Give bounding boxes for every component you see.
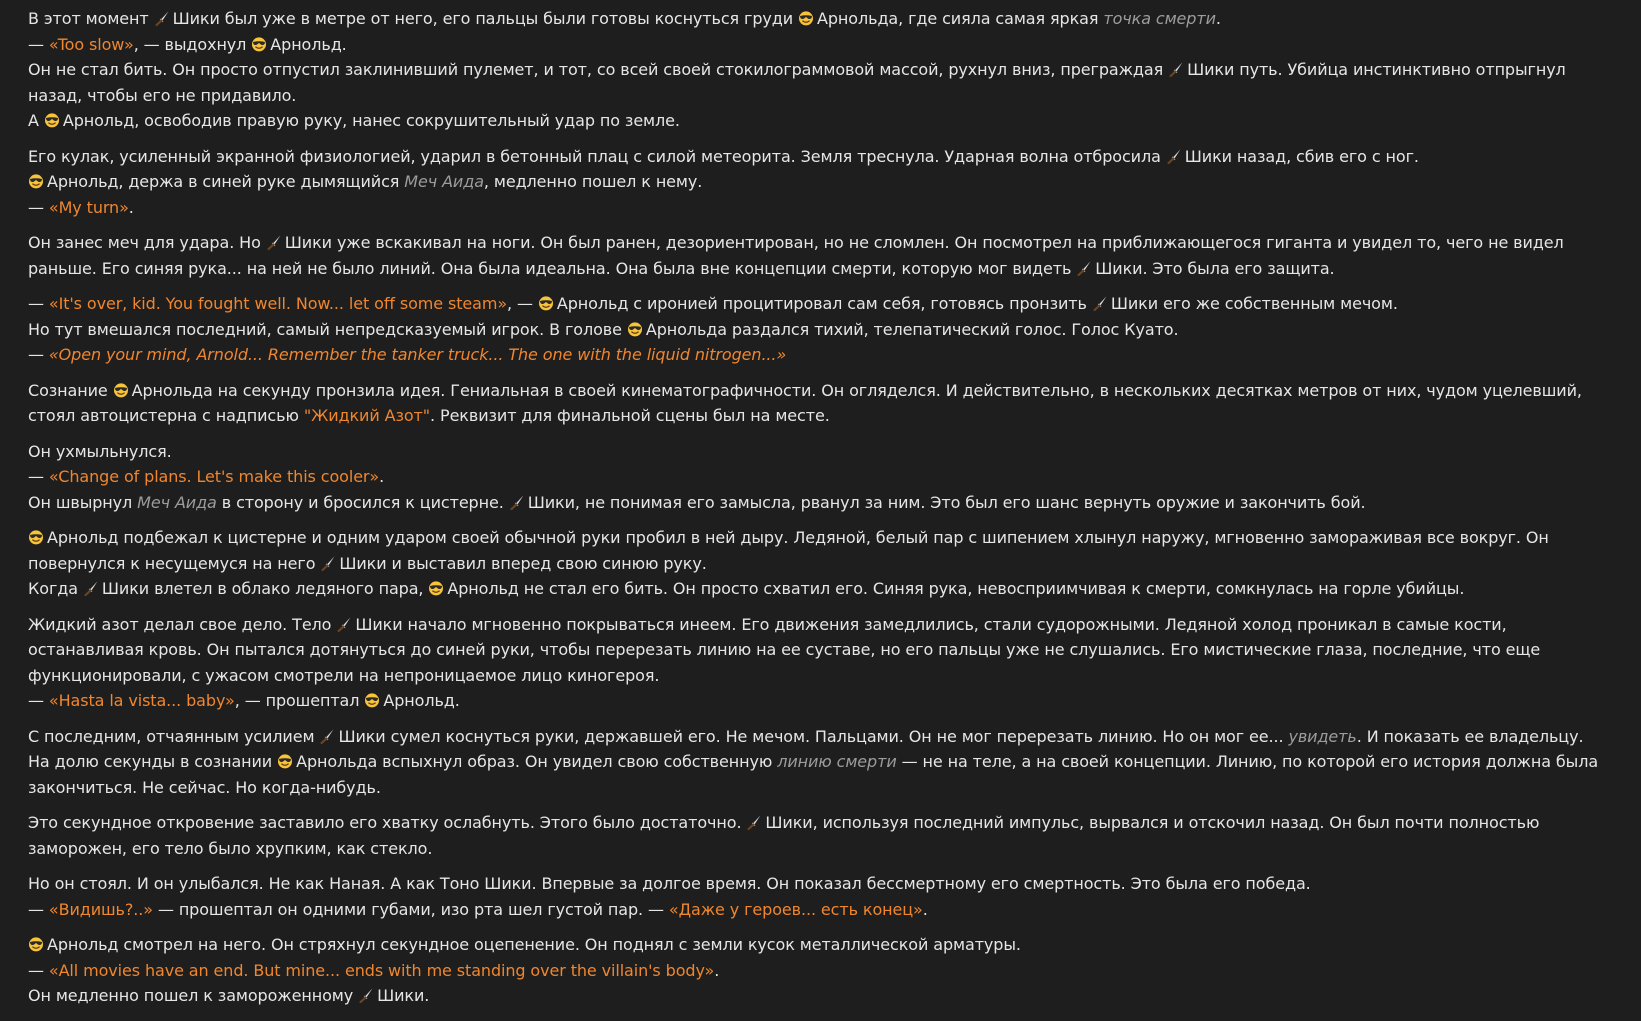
narration-text: Арнольд не стал его бить. Он просто схватил его. Синяя рука, невосприимчивая к смерти, сомкнулась на горле убийцы.	[447, 579, 1465, 598]
text-line	[28, 169, 1621, 195]
narration-text: . Реквизит для финальной сцены был на месте.	[430, 406, 830, 425]
narration-text: Он не стал бить. Он просто отпустил заклинивший пулемет, и тот, со всей своей стокилограммовой массой, рухнул вниз, преграждая	[28, 60, 1169, 79]
narration-text: Но он стоял. И он улыбался. Не как Наная. А как Тоно Шики. Впервые за долгое время. Он показал бессмертному его смертность. Это была его победа.	[28, 874, 1311, 893]
smiling-face-with-sunglasses-icon	[28, 936, 44, 952]
text-line	[28, 108, 1621, 134]
narration-text: Шики путь. Убийца инстинктивно отпрыгнул назад, чтобы его не придавило.	[28, 60, 1566, 105]
paragraph	[28, 230, 1621, 281]
paragraph	[28, 932, 1621, 1009]
narration-text: .	[128, 197, 134, 217]
text-line	[28, 810, 1621, 861]
paragraph	[28, 724, 1621, 801]
text-line	[28, 724, 1621, 750]
narration-text: В этот момент	[28, 9, 154, 28]
narration-text: Шики, используя последний импульс, вырвался и отскочил назад. Он был почти полностью заморожен, его тело было хрупким, как стекло.	[28, 813, 1540, 858]
text-line	[28, 688, 1621, 714]
narration-text: в сторону и бросился к цистерне.	[216, 492, 509, 512]
narration-text: Арнольда вспыхнул образ. Он увидел свою собственную	[296, 752, 778, 771]
narration-text: Шики.	[377, 986, 430, 1005]
narration-text: А	[28, 111, 44, 130]
text-line	[28, 317, 1621, 343]
quote-english: «All movies have an end. But mine... ends with me standing over the villain's body»	[48, 960, 715, 980]
narration-text: , медленно пошел к нему.	[483, 172, 703, 191]
narration-text: Шики, не понимая его замысла, рванул за ним. Это был его шанс вернуть оружие и закончить бой.	[527, 492, 1366, 512]
narration-text: Шики. Это была его защита.	[1095, 258, 1335, 278]
narration-text: — не на теле, а на своей концепции. Линию, по которой его история должна была закончиться. Не сейчас. Но когда-нибудь.	[28, 752, 1599, 797]
smiling-face-with-sunglasses-icon	[538, 295, 554, 311]
quote-english: «Видишь?..»	[48, 899, 153, 919]
narration-text: Арнольд с иронией процитировал сам себя, готовясь пронзить	[556, 294, 1092, 313]
quote-english: «Даже у героев... есть конец»	[668, 899, 923, 919]
narration-text: Шики уже вскакивал на ноги. Он был ранен, дезориентирован, но не сломлен. Он посмотрел на приближающегося гиганта и увидел то, чего не видел раньше. Его синяя рука... на ней не было линий. Она была идеальна. Она была вне концепции смерти, которую мог видеть	[28, 233, 1564, 278]
narration-text: Жидкий азот делал свое дело. Тело	[28, 614, 337, 634]
paragraph	[28, 439, 1621, 516]
text-line	[28, 525, 1621, 576]
quote-english: «Too slow»	[48, 34, 134, 54]
text-line	[28, 144, 1621, 170]
text-line	[28, 195, 1621, 221]
knife-icon	[746, 814, 762, 830]
narration-text: Шики влетел в облако ледяного пара,	[101, 579, 429, 598]
narration-text: —	[28, 345, 49, 364]
narration-text: , — прошептал	[234, 691, 365, 710]
knife-icon	[1076, 260, 1092, 276]
narration-text: —	[28, 467, 49, 486]
paragraph	[28, 378, 1621, 429]
narration-text: Он ухмыльнулся.	[28, 441, 172, 461]
narration-text: Когда	[28, 579, 83, 598]
text-line	[28, 291, 1621, 317]
narration-text: Арнольд.	[383, 691, 460, 710]
smiling-face-with-sunglasses-icon	[44, 112, 60, 128]
text-line	[28, 490, 1621, 516]
paragraph	[28, 810, 1621, 861]
narration-text: —	[28, 197, 49, 217]
knife-icon	[336, 616, 352, 632]
paragraph	[28, 525, 1621, 602]
narration-text: Арнольд.	[270, 34, 347, 54]
narration-text: Это секундное откровение заставило его хватку ослабнуть. Этого было достаточно.	[28, 813, 747, 832]
text-line	[28, 897, 1621, 923]
text-line	[28, 57, 1621, 108]
narration-text: Арнольда на секунду пронзила идея. Гениальная в своей кинематографичности. Он огляделся. И действительно, в нескольких десятках метров от них, чудом уцелевший, стоял автоцистерна с надписью	[28, 380, 1582, 425]
narration-text: —	[28, 294, 49, 313]
paragraph	[28, 871, 1621, 922]
smiling-face-with-sunglasses-icon	[28, 529, 44, 545]
narration-text: Шики начало мгновенно покрываться инеем. Его движения замедлились, стали судорожными. Ледяной холод проникал в самые кости, останавливая кровь. Он пытался дотянуться до синей руки, чтобы перерезать линию на ее суставе, но его пальцы уже не слушались. Его мистические глаза, последние, что еще функционировали, с ужасом смотрели на непроницаемое лицо киногероя.	[28, 614, 1541, 685]
text-line	[28, 871, 1621, 897]
paragraph	[28, 291, 1621, 368]
quote-english: «Change of plans. Let's make this cooler»	[48, 467, 380, 486]
narration-text: Арнольда раздался тихий, телепатический голос. Голос Куато.	[645, 319, 1179, 339]
narration-text: .	[1215, 9, 1221, 28]
narration-text: Арнольд, освободив правую руку, нанес сокрушительный удар по земле.	[62, 111, 680, 130]
quote-english: «Hasta la vista... baby»	[48, 691, 235, 710]
text-line	[28, 378, 1621, 429]
narration-text: Шики был уже в метре от него, его пальцы были готовы коснуться груди	[172, 9, 799, 28]
text-line	[28, 439, 1621, 465]
text-line	[28, 342, 1621, 368]
knife-icon	[1168, 61, 1184, 77]
narration-text: —	[28, 899, 49, 919]
knife-icon	[319, 728, 335, 744]
text-line	[28, 230, 1621, 281]
smiling-face-with-sunglasses-icon	[428, 580, 444, 596]
narration-text: Он медленно пошел к замороженному	[28, 986, 359, 1005]
narration-text: . И показать ее владельцу.	[1356, 726, 1584, 746]
emphasis-term: Меч Аида	[404, 172, 484, 191]
emphasis-term: увидеть	[1288, 726, 1357, 746]
narration-text: , — выдохнул	[133, 34, 252, 54]
narration-text: Арнольд, держа в синей руке дымящийся	[47, 172, 405, 191]
knife-icon	[358, 987, 374, 1003]
narration-text: Но тут вмешался последний, самый непредсказуемый игрок. В голове	[28, 319, 627, 339]
text-line	[28, 958, 1621, 984]
narration-text: .	[714, 960, 720, 980]
narration-text: .	[922, 899, 928, 919]
text-line	[28, 749, 1621, 800]
knife-icon	[266, 234, 282, 250]
narration-text: Он занес меч для удара. Но	[28, 233, 266, 252]
narration-text: Шики назад, сбив его с ног.	[1184, 146, 1419, 166]
narration-text: Шики его же собственным мечом.	[1110, 294, 1398, 313]
knife-icon	[1166, 148, 1182, 164]
narration-text: —	[28, 960, 49, 980]
quote-english: "Жидкий Азот"	[303, 406, 431, 425]
smiling-face-with-sunglasses-icon	[251, 36, 267, 52]
paragraph	[28, 612, 1621, 714]
smiling-face-with-sunglasses-icon	[627, 321, 643, 337]
narration-text: Шики сумел коснуться руки, державшей его. Не мечом. Пальцами. Он не мог перерезать линию. Но он мог ее...	[338, 726, 1289, 746]
emphasis-term: Меч Аида	[137, 492, 217, 512]
emphasis-term: линию смерти	[777, 752, 897, 771]
text-line	[28, 6, 1621, 32]
text-line	[28, 576, 1621, 602]
narration-text: Сознание	[28, 380, 113, 400]
narration-text: Арнольд подбежал к цистерне и одним ударом своей обычной руки пробил в ней дыру. Ледяной, белый пар с шипением хлынул наружу, мгновенно замораживая все вокруг. Он повернулся к несущемуся на него	[28, 528, 1549, 573]
knife-icon	[320, 555, 336, 571]
narration-text: Его кулак, усиленный экранной физиологией, ударил в бетонный плац с силой метеорита. Земля треснула. Ударная волна отбросила	[28, 146, 1166, 166]
narration-text: .	[379, 467, 385, 486]
narration-text: —	[28, 34, 49, 54]
knife-icon	[509, 494, 525, 510]
text-line	[28, 932, 1621, 958]
narration-text: , —	[507, 294, 538, 313]
narration-text: — прошептал он одними губами, изо рта шел густой пар. —	[152, 899, 669, 919]
text-line	[28, 983, 1621, 1009]
smiling-face-with-sunglasses-icon	[364, 692, 380, 708]
narration-text: —	[28, 691, 49, 710]
text-line	[28, 612, 1621, 689]
narration-text: С последним, отчаянным усилием	[28, 726, 320, 746]
narration-text: Арнольд смотрел на него. Он стряхнул секундное оцепенение. Он поднял с земли кусок металлической арматуры.	[47, 935, 1021, 954]
quote-english: «It's over, kid. You fought well. Now... let off some steam»	[48, 294, 508, 313]
knife-icon	[83, 580, 99, 596]
smiling-face-with-sunglasses-icon	[113, 382, 129, 398]
smiling-face-with-sunglasses-icon	[277, 753, 293, 769]
paragraph	[28, 6, 1621, 134]
narration-text: Шики и выставил вперед свою синюю руку.	[339, 553, 707, 573]
narration-text: Арнольда, где сияла самая яркая	[817, 9, 1104, 28]
smiling-face-with-sunglasses-icon	[28, 173, 44, 189]
paragraph	[28, 144, 1621, 221]
narration-text: Он швырнул	[28, 492, 138, 512]
text-line	[28, 464, 1621, 490]
quote-telepathic: «Open your mind, Arnold... Remember the tanker truck... The one with the liquid nitrogen...»	[48, 345, 787, 364]
knife-icon	[154, 10, 170, 26]
narration-text: На долю секунды в сознании	[28, 752, 278, 771]
emphasis-term: точка смерти	[1103, 9, 1216, 28]
quote-english: «My turn»	[48, 197, 129, 217]
smiling-face-with-sunglasses-icon	[798, 10, 814, 26]
knife-icon	[1092, 295, 1108, 311]
text-line	[28, 32, 1621, 58]
